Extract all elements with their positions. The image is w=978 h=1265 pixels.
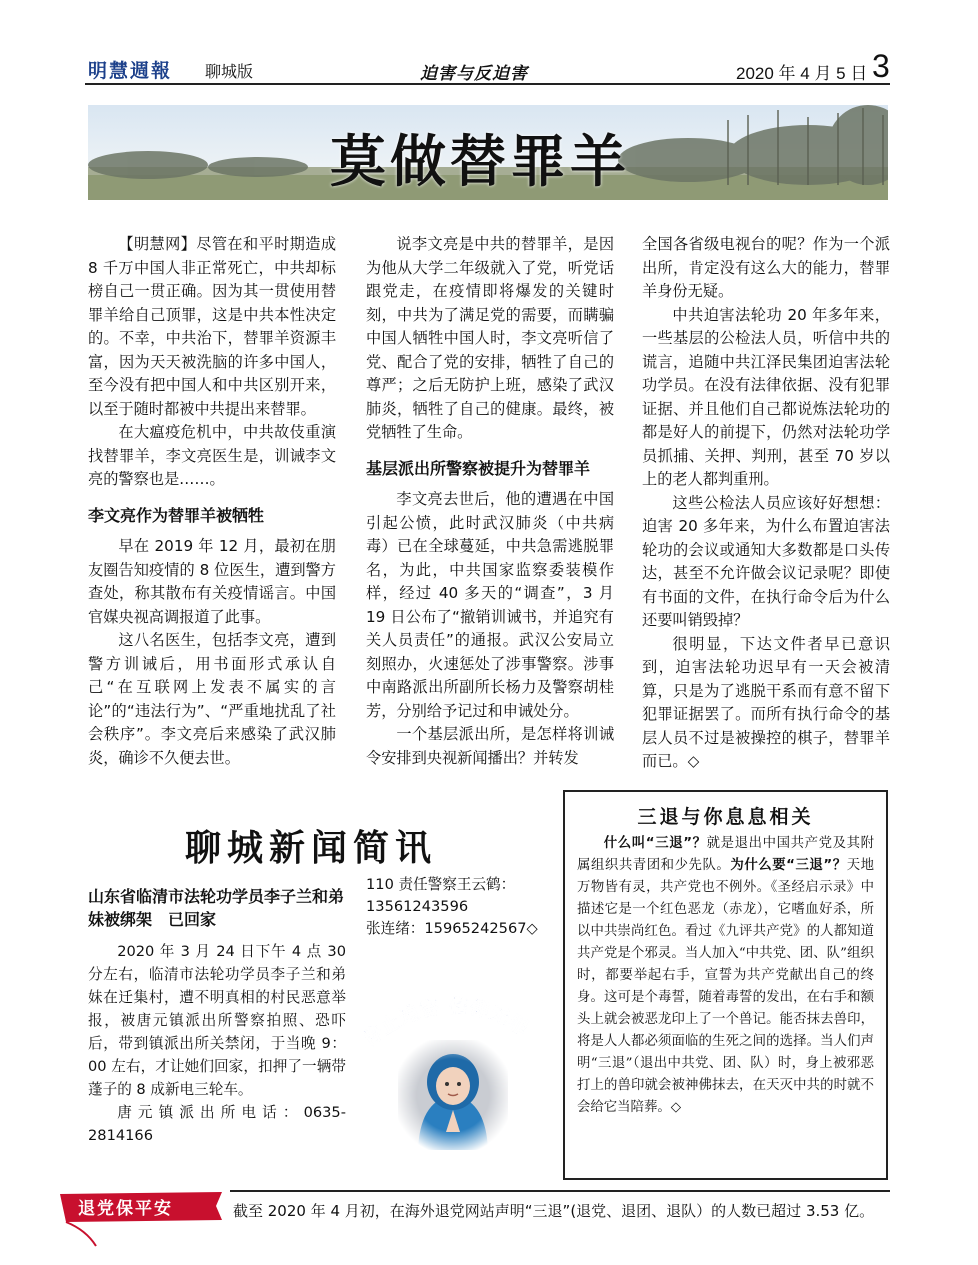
edition-label: 聊城版 <box>205 62 254 81</box>
answer: 就是退出中国共产党及其附属组织共青团和少先队。 <box>577 836 875 873</box>
subheading: 李文亮作为替罪羊被牺牲 <box>88 505 265 525</box>
news-body <box>88 940 346 1147</box>
ribbon-banner <box>56 1188 226 1248</box>
paragraph: 【明慧网】尽管在和平时期造成 8 千万中国人非正常死亡，中共却标榜自己一贯正确。因为其一贯使用替罪羊给自己顶罪，这是中共本性决定的。不幸，中共治下，替罪羊资源丰富，因为天天被洗脑的许多中国人，至今没有把中国人和中共区别开来，以至于随时都被中共提出来替罪。 <box>88 235 336 418</box>
paragraph: 一个基层派出所，是怎样将训诫令安排到央视新闻播出？并转发 <box>366 725 614 767</box>
header-divider <box>85 83 890 85</box>
page-number: 3 <box>872 48 890 84</box>
box-title: 三退与你息息相关 <box>637 806 814 828</box>
ribbon-text: 退党保平安 <box>78 1199 173 1219</box>
paper-name: 明慧週報 <box>88 60 173 82</box>
question: 为什么要“三退”？ <box>730 858 847 873</box>
paragraph: 这八名医生，包括李文亮，遭到警方训诫后，用书面形式承认自己“在互联网上发表不属实的言论”的“违法行为”、“严重地扰乱了社会秩序”。李文亮后来感染了武汉肺炎，确诊不久便去世。 <box>88 631 336 767</box>
paragraph: 中共迫害法轮功 20 年多年来，一些基层的公检法人员，听信中共的谎言，追随中共江泽民集团迫害法轮功学员。在没有法律依据、没有犯罪证据、并且他们自己都说炼法轮功的都是好人的前提下，仍然对法轮功学员抓捕、关押、判刑，甚至 70 岁以上的老人都判重刑。 <box>642 305 890 488</box>
banner-title: 莫做替罪羊 <box>330 129 630 195</box>
box-body <box>577 833 874 1119</box>
section-title: 迫害与反迫害 <box>420 64 528 84</box>
paragraph: 2020 年 3 月 24 日下午 4 点 30 分左右，临清市法轮功学员李子兰和弟妹在迁集村，遭不明真相的村民恶意举报，被唐元镇派出所警察拍照、恐吓后，带到镇派出所关禁闭，于当晚 9：00 左右，才让她们回家，扣押了一辆带蓬子的 8 成新电三轮车。 <box>88 943 346 1098</box>
paragraph: 在大瘟疫危机中，中共故伎重演找替罪羊，李文亮医生是，训诫李文亮的警察也是……。 <box>88 423 336 488</box>
article-column-3 <box>642 233 890 774</box>
article-column-2 <box>366 233 614 770</box>
article-column-1 <box>88 233 336 770</box>
paragraph: 很明显，下达文件者早已意识到，迫害法轮功迟早有一天会被清算，只是为了逃脱干系而有意不留下犯罪证据罢了。而所有执行命令的基层人员不过是被操控的棋子，替罪羊而已。◇ <box>642 634 890 770</box>
paragraph: 早在 2019 年 12 月，最初在朋友圈告知疫情的 8 位医生，遭到警方查处，称其散布有关疫情谣言。中国官媒央视高调报道了此事。 <box>88 537 336 626</box>
paragraph: 说李文亮是中共的替罪羊，是因为他从大学二年级就入了党，听党话跟党走，在疫情即将爆发的关键时刻，中共为了满足党的需要，而瞒骗中国人牺牲中国人时，李文亮听信了党、配合了党的安排，牺牲了自己的尊严；之后无防护上班，感染了武汉肺炎，牺牲了自己的健康。最终，被党牺牲了生命。 <box>366 235 614 441</box>
paragraph: 全国各省级电视台的呢？作为一个派出所，肯定没有这么大的能力，替罪羊身份无疑。 <box>642 235 890 300</box>
news-heading: 聊城新闻简讯 <box>185 828 438 869</box>
subheading: 基层派出所警察被提升为替罪羊 <box>366 458 591 478</box>
footer-text: 截至 2020 年 4 月初，在海外退党网站声明“三退”(退党、退团、退队）的人数已超过 3.53 亿。 <box>233 1202 875 1220</box>
news-subtitle: 山东省临清市法轮功学员李子兰和弟妹被绑架 已回家 <box>88 887 345 929</box>
paragraph: 李文亮去世后，他的遭遇在中国引起公愤，此时武汉肺炎（中共病毒）已在全球蔓延，中共急需逃脱罪名，为此，中共国家监察委装模作样，经过 40 多天的“调查”，3 月 19 日公布了“撤销训诫书，并追究有关人员责任”的通报。武汉公安局立刻照办，火速惩处了涉事警察。涉事中南路派出所副所长杨力及警察胡桂芳，分别给予记过和申诫处分。 <box>366 490 614 720</box>
three-withdrawals-box <box>563 790 888 1180</box>
child-praying-photo <box>398 1040 508 1150</box>
contact-line: 110 责任警察王云鹤：13561243596 <box>366 876 516 915</box>
paragraph: 唐元镇派出所电话：0635-2814166 <box>88 1104 346 1144</box>
footer-divider <box>230 1190 890 1192</box>
news-contacts <box>366 874 551 940</box>
answer: 天地万物皆有灵，共产党也不例外。《圣经启示录》中描述它是一个红色恶龙（赤龙），它嗜血好杀，所以中共崇尚红色。看过《九评共产党》的人都知道共产党是个邪灵。当人加入“中共党、团、队”组织时，都要举起右手，宣誓为共产党献出自己的终身。这可是个毒誓，随着毒誓的发出，在右手和额头上就会被恶龙印上了一个兽记。能否抹去兽印，将是人人都必须面临的生死之间的选择。当人们声明“三退”（退出中共党、团、队）时，身上被邪恶打上的兽印就会被神佛抹去，在天灭中共的时就不会给它当陪葬。◇ <box>577 858 875 1115</box>
publication-date: 2020 年 4 月 5 日 <box>736 64 868 83</box>
contact-line: 张连绪：15965242567◇ <box>366 920 538 937</box>
question: 什么叫“三退”？ <box>603 836 707 851</box>
slogan-text: 停止迫害 信仰无罪 <box>359 995 533 1051</box>
paragraph: 这些公检法人员应该好好想想：迫害 20 多年来，为什么布置迫害法轮功的会议或通知大多数都是口头传达，甚至不允许做会议记录呢？即使有书面的文件，在执行命令后为什么还要叫销毁掉？ <box>642 493 890 629</box>
